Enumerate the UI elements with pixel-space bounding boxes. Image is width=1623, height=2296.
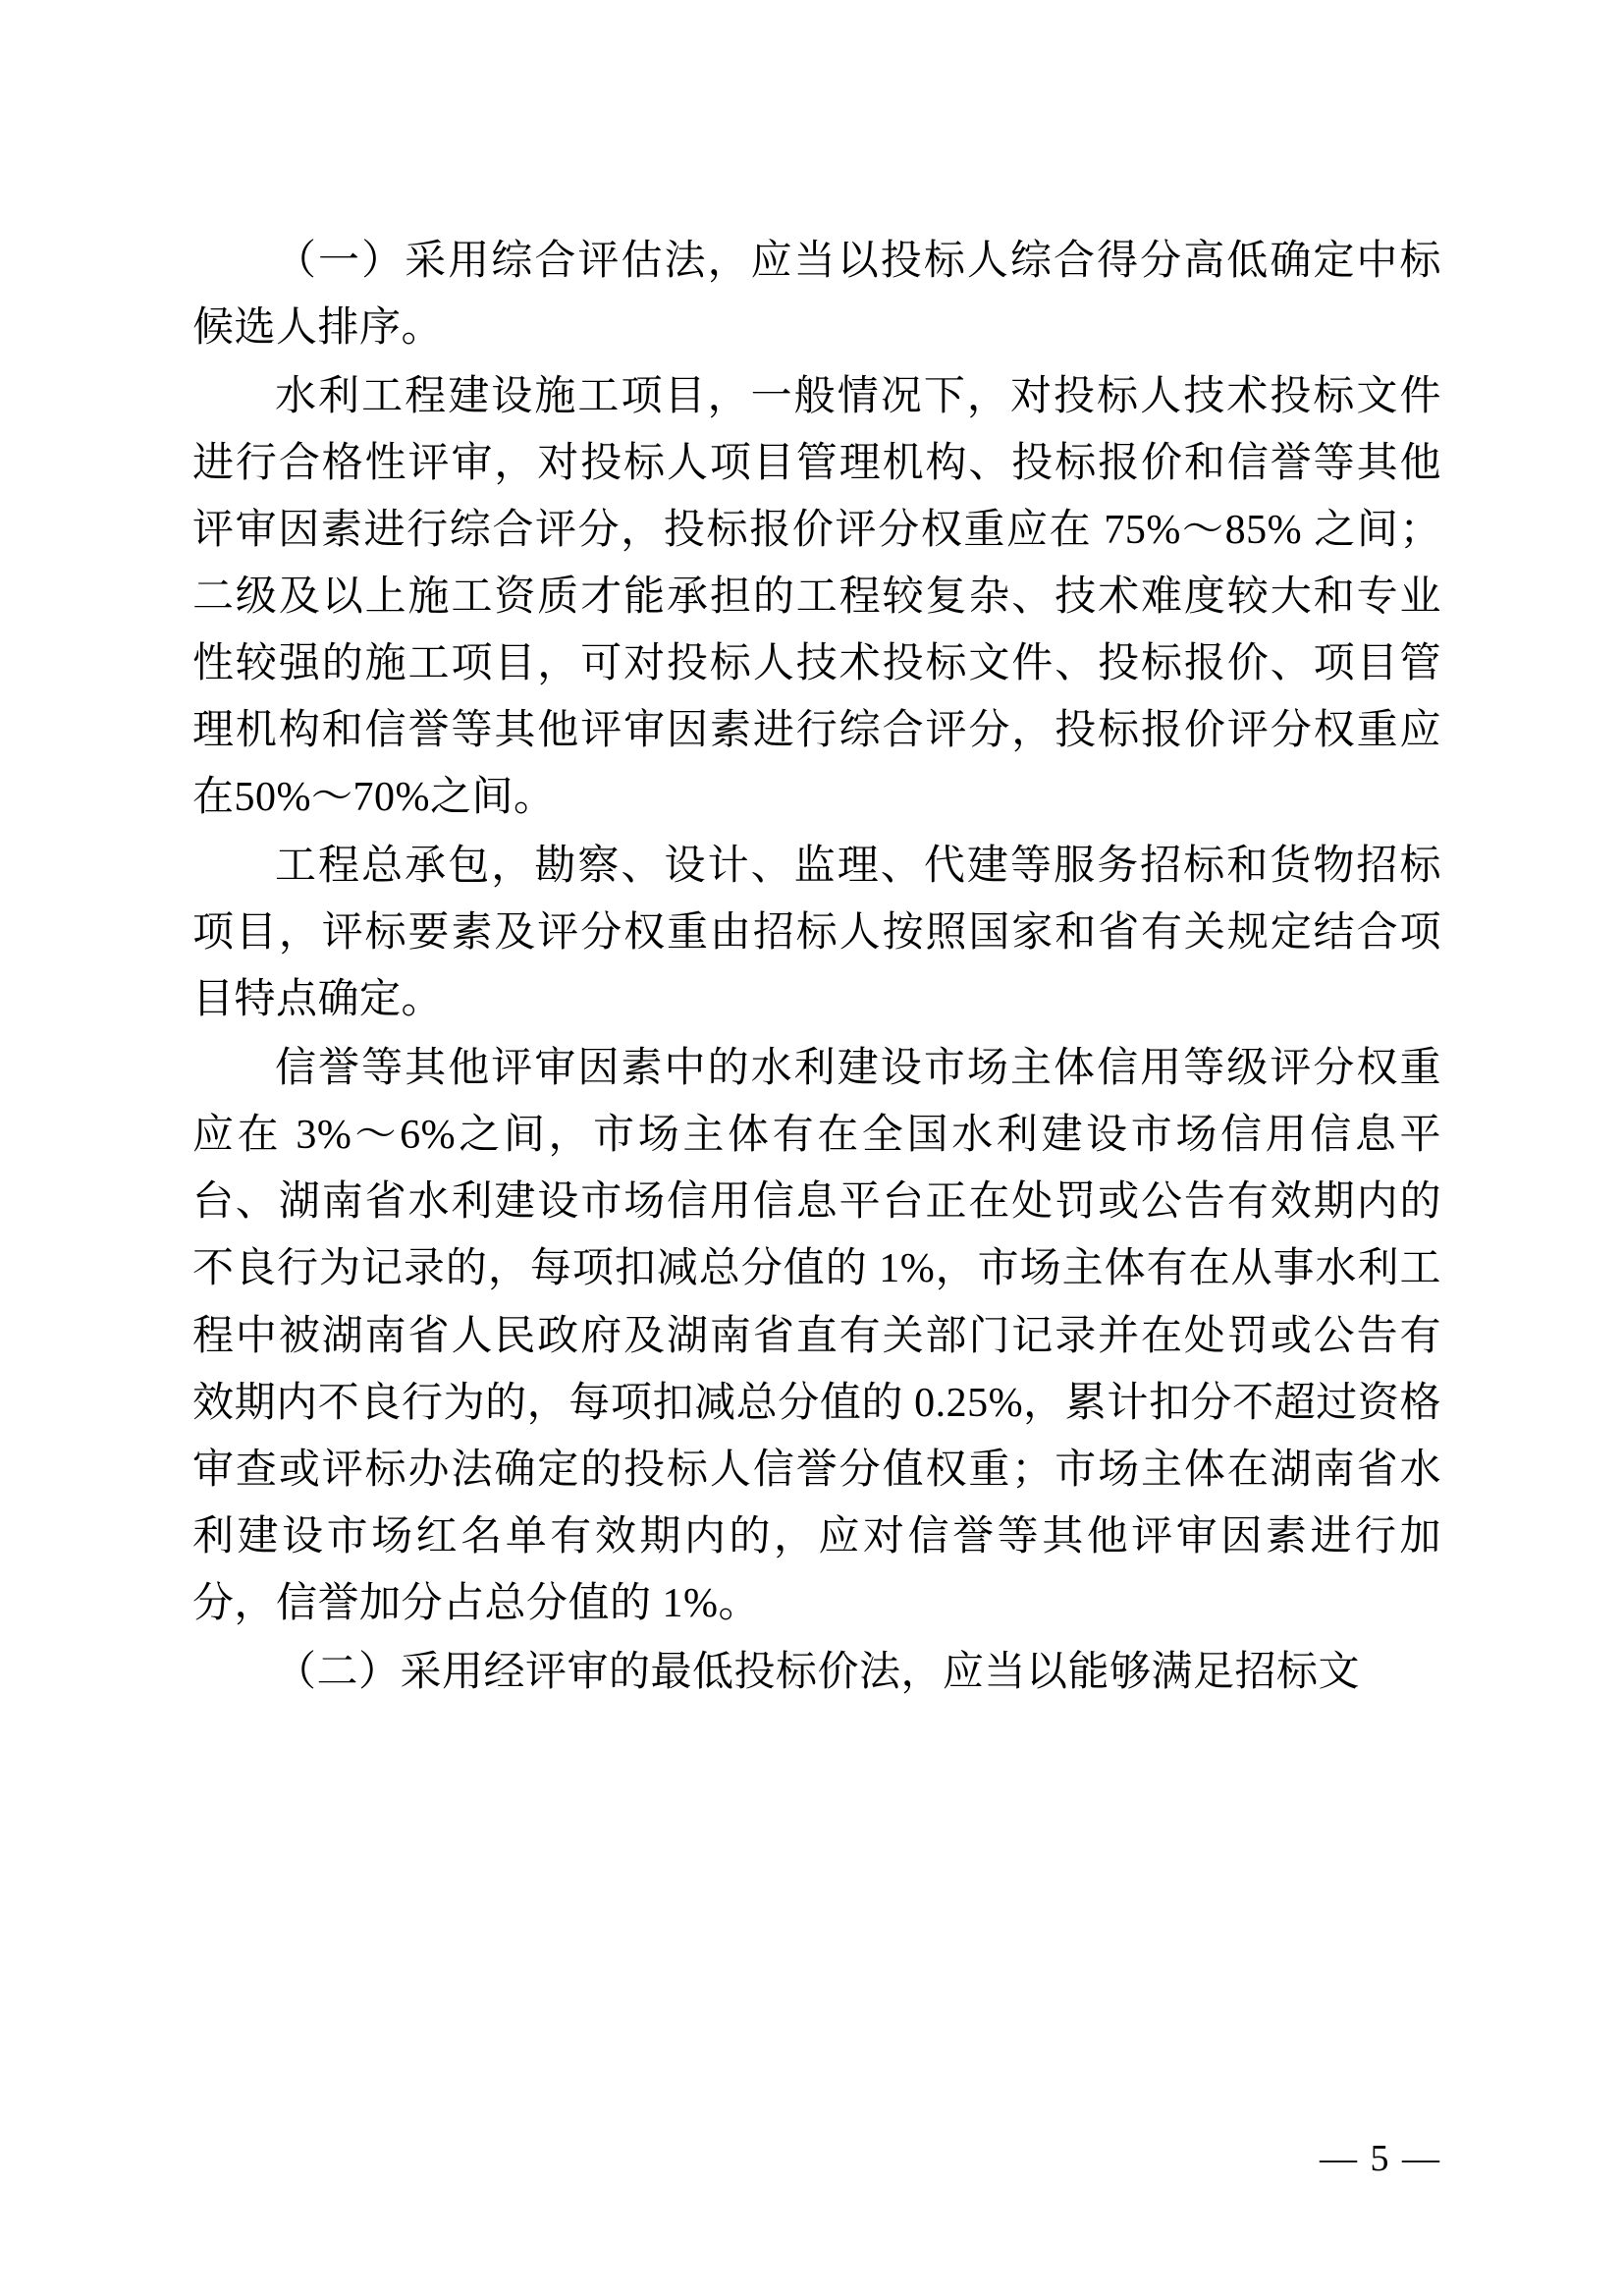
page-number: — 5 — (1320, 2138, 1441, 2179)
paragraph: 工程总承包，勘察、设计、监理、代建等服务招标和货物招标项目，评标要素及评分权重由招标人按照国家和省有关规定结合项目特点确定。 (192, 844, 1441, 1023)
paragraph: 信誉等其他评审因素中的水利建设市场主体信用等级评分权重应在 3%～6%之间，市场主体有在全国水利建设市场信用信息平台、湖南省水利建设市场信用信息平台正在处罚或公告有效期内的不良行为记录的，每项扣减总分值的 1%，市场主体有在从事水利工程中被湖南省人民政府及湖南省直有关部门记录并在处罚或公告有效期内不良行为的，每项扣减总分值的 0.25%，累计扣分不超过资格审查或评标办法确定的投标人信誉分值权重；市场主体在湖南省水利建设市场红名单有效期内的，应对信誉等其他评审因素进行加分，信誉加分占总分值的 1%。 (192, 1046, 1441, 1626)
document-body (192, 228, 1441, 1708)
paragraph: （二）采用经评审的最低投标价法，应当以能够满足招标文 (275, 1649, 1361, 1695)
paragraph: 水利工程建设施工项目，一般情况下，对投标人技术投标文件进行合格性评审，对投标人项目管理机构、投标报价和信誉等其他评审因素进行综合评分，投标报价评分权重应在 75%～85% 之间；二级及以上施工资质才能承担的工程较复杂、技术难度较大和专业性较强的施工项目，可对投标人技术投标文件、投标报价、项目管理机构和信誉等其他评审因素进行综合评分，投标报价评分权重应在50%～70%之间。 (192, 374, 1441, 821)
paragraph: （一）采用综合评估法，应当以投标人综合得分高低确定中标候选人排序。 (192, 239, 1441, 352)
